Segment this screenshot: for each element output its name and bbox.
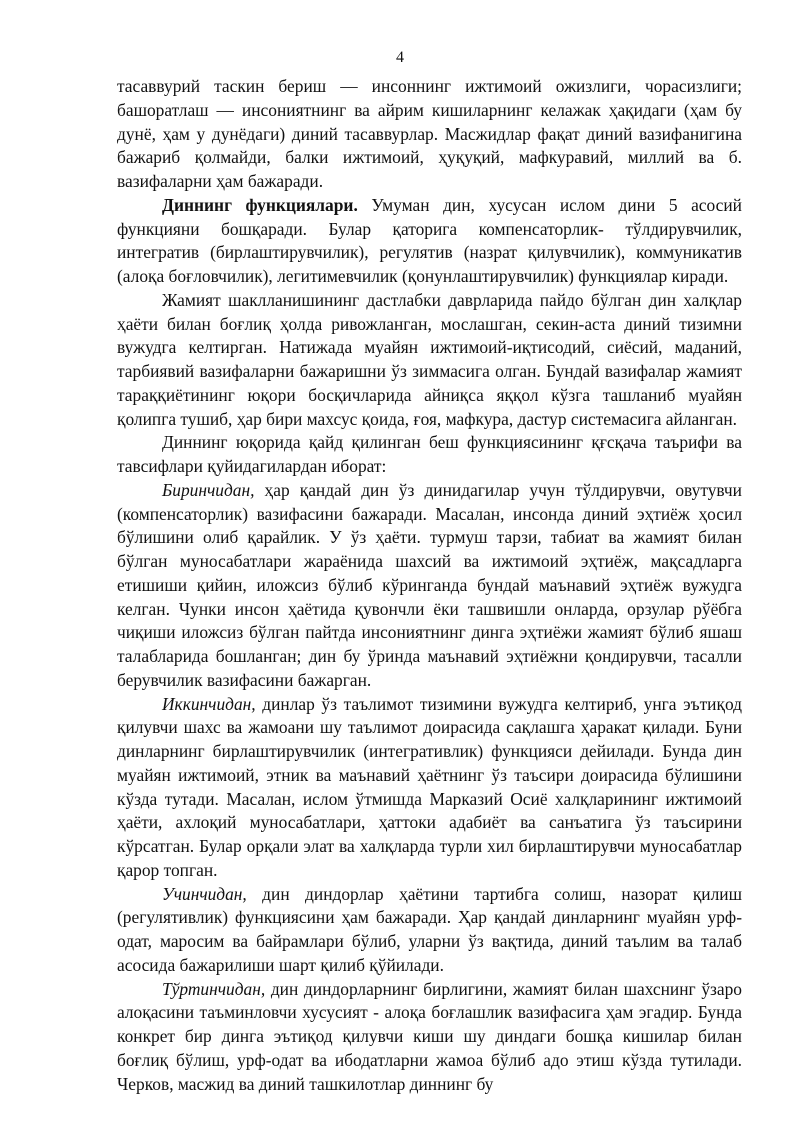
paragraph-text: динлар ўз таълимот тизимини вужудга келтириб, унга эътиқод қилувчи шахс ва жамоани шу таълимот доирасида сақлашга ҳаракат қилади. Буни динларнинг бирлаштирувчилик (интегративлик) функцияси дейилади. Бунда дин муайян ижтимоий, этник ва маънавий ҳаётнинг ўз таъсири доирасида бўлишини кўзда тутади. Масалан, ислом ўтмишда Марказий Осиё халқларининг ижтимоий ҳаёти, ахлоқий муносабатлари, ҳаттоки адабиёт ва санъатига ўз таъсирини кўрсатган. Булар орқали элат ва халқларда турли хил бирлаштирувчи муносабатлар қарор топган. — [117, 693, 742, 880]
body-text — [117, 75, 742, 1096]
paragraph-text: тасаввурий таскин бериш — инсоннинг ижтимоий ожизлиги, чорасизлиги; башоратлаш — инсониятнинг ва айрим кишиларнинг келажак ҳақидаги (ҳам бу дунё, ҳам у дунёдаги) диний тасаввурлар. Масжидлар фақат диний вазифанигина бажариб қолмайди, балки ижтимоий, ҳуқуқий, мафкуравий, миллий ва б. вазифаларни ҳам бажаради. — [117, 76, 742, 191]
paragraph-fourth-function — [117, 978, 742, 1097]
paragraph-functions-heading — [117, 194, 742, 289]
paragraph-text: Умуман дин, хусусан ислом дини 5 асосий функцияни бошқаради. Булар қаторига компенсаторлик- тўлдирувчилик, интегратив (бирлаштирувчилик), регулятив (назрат қилувчилик), коммуникатив (алоқа боғловчилик), легитимевчилик (қонунлаштирувчилик) функциялар киради. — [117, 194, 742, 286]
paragraph-text: Жамият шаклланишининг дастлабки даврларида пайдо бўлган дин халқлар ҳаёти билан боғлиқ ҳолда ривожланган, мослашган, секин-аста диний тизимни вужудга келтирган. Натижада муайян ижтимоий-иқтисодий, сиёсий, маданий, тарбиявий вазифаларни бажаришни ўз зиммасига олган. Бундай вазифалар жамият тараққиётининг юқори босқичларида айниқса яққол кўзга ташланиб муайян қолипга тушиб, ҳар бири махсус қоида, ғоя, мафкура, дастур системасига айланган. — [117, 289, 742, 429]
ordinal-lead: Тўртинчидан, — [162, 978, 266, 999]
section-heading-inline: Диннинг функциялари. — [162, 194, 358, 215]
paragraph-continuation — [117, 75, 742, 194]
paragraph-text: ҳар қандай дин ўз динидагилар учун тўлдирувчи, овутувчи (компенсаторлик) вазифасини бажаради. Масалан, инсонда диний эҳтиёж ҳосил бўлишини олиб қарайлик. У ўз ҳаёти. турмуш тарзи, табиат ва жамият билан бўлган муносабатлари жараёнида шахсий ва ижтимоий эҳтиёж, мақсадларга етишиши қийин, иложсиз бўлиб кўринганда бундай маънавий эҳтиёж вужудга келган. Чунки инсон ҳаётида қувончли ёки ташвишли онларда, орзулар рўёбга чиқиши иложсиз бўлган пайтда инсониятнинг динга эҳтиёжи жамият бўлиб яшаш талабларида бошланган; дин бу ўринда маънавий эҳтиёжни қондирувчи, тасалли берувчилик вазифасини бажарган. — [117, 479, 742, 690]
ordinal-lead: Биринчидан, — [162, 479, 255, 500]
paragraph-third-function — [117, 883, 742, 978]
paragraph-text: дин диндорлар ҳаётини тартибга солиш, назорат қилиш (регулятивлик) функциясини ҳам бажаради. Ҳар қандай динларнинг муайян урф-одат, маросим ва байрамлари бўлиб, уларни ўз вақтида, диний таълим ва талаб асосида бажарилиши шарт қилиб қўйилади. — [117, 883, 742, 975]
paragraph-text: Диннинг юқорида қайд қилинган беш функциясининг қғсқача таърифи ва тавсифлари қуйидагилардан иборат: — [117, 432, 742, 476]
paragraph-history — [117, 289, 742, 432]
paragraph-first-function — [117, 479, 742, 693]
ordinal-lead: Иккинчидан, — [162, 693, 256, 714]
page-number: 4 — [396, 49, 404, 66]
ordinal-lead: Учинчидан, — [162, 883, 247, 904]
paragraph-intro-list — [117, 431, 742, 479]
paragraph-text: дин диндорларнинг бирлигини, жамият билан шахснинг ўзаро алоқасини таъминловчи хусусият - алоқа боғлашлик вазифасига ҳам эгадир. Бунда конкрет бир динга эътиқод қилувчи киши шу диндаги бошқа кишилар билан боғлиқ бўлиш, урф-одат ва ибодатларни жамоа бўлиб адо этиш кўзда тутилади. Черков, масжид ва диний ташкилотлар диннинг бу — [117, 978, 742, 1094]
paragraph-second-function — [117, 693, 742, 883]
